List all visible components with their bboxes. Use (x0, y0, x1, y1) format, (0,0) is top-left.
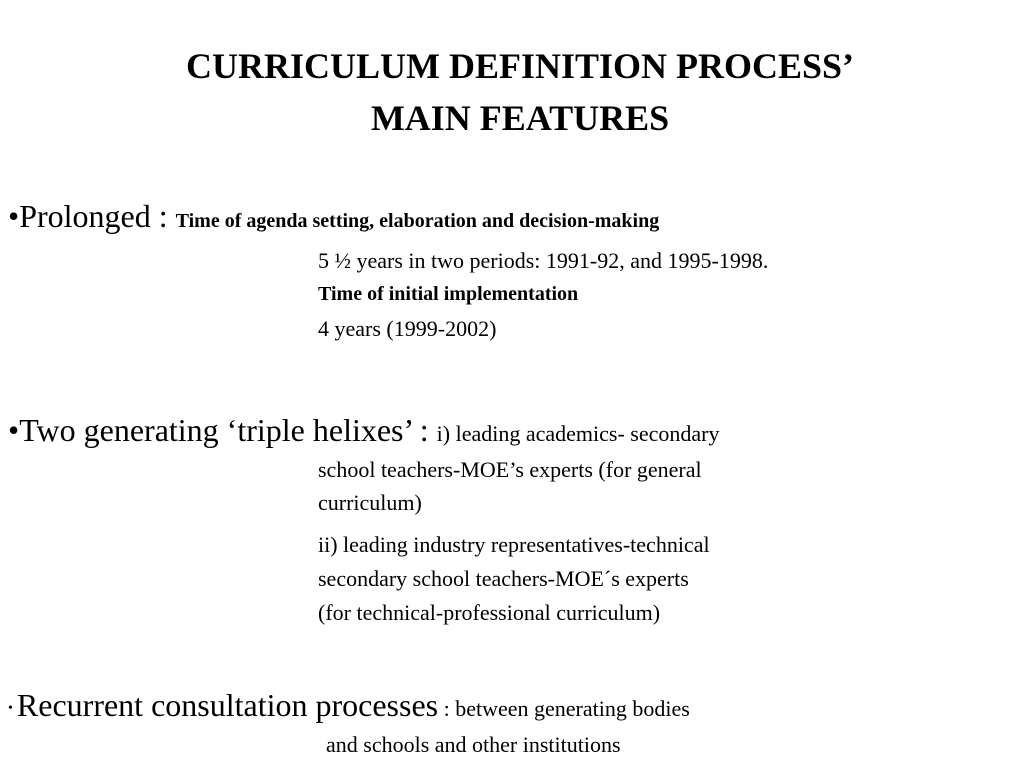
title-line-1: CURRICULUM DEFINITION PROCESS’ (185, 46, 855, 86)
consultation-first-line: : between generating bodies (438, 696, 690, 721)
helixes-line-5: (for technical-professional curriculum) (318, 600, 661, 625)
helixes-line-2: curriculum) (318, 490, 422, 515)
bullet-prolonged (8, 198, 659, 235)
prolonged-line-3: 4 years (1999-2002) (318, 316, 497, 341)
bullet-label-triple-helixes: Two generating ‘triple helixes’ : (19, 412, 437, 448)
prolonged-line-2: Time of initial implementation (318, 283, 579, 305)
helixes-line-3: ii) leading industry representatives-technical (318, 532, 710, 557)
helixes-line-4: secondary school teachers-MOE´s experts (318, 566, 689, 591)
bullet-label-recurrent-consultation: Recurrent consultation processes (16, 687, 439, 723)
prolonged-line-1: 5 ½ years in two periods: 1991-92, and 1995-1998. (318, 248, 769, 273)
title-line-2: MAIN FEATURES (370, 98, 670, 138)
bullet-recurrent-consultation (8, 687, 690, 724)
slide-title (0, 40, 1024, 144)
helixes-line-1: school teachers-MOE’s experts (for general (318, 457, 702, 482)
bullet-marker: • (8, 412, 20, 448)
bullet-marker: • (8, 198, 20, 234)
prolonged-subtitle: Time of agenda setting, elaboration and decision-making (175, 210, 660, 232)
bullet-triple-helixes (8, 412, 719, 449)
consultation-line-1: and schools and other institutions (326, 732, 621, 757)
bullet-marker: • (8, 701, 13, 716)
helixes-first-line: i) leading academics- secondary (436, 421, 720, 446)
bullet-label-prolonged: Prolonged : (19, 198, 176, 234)
